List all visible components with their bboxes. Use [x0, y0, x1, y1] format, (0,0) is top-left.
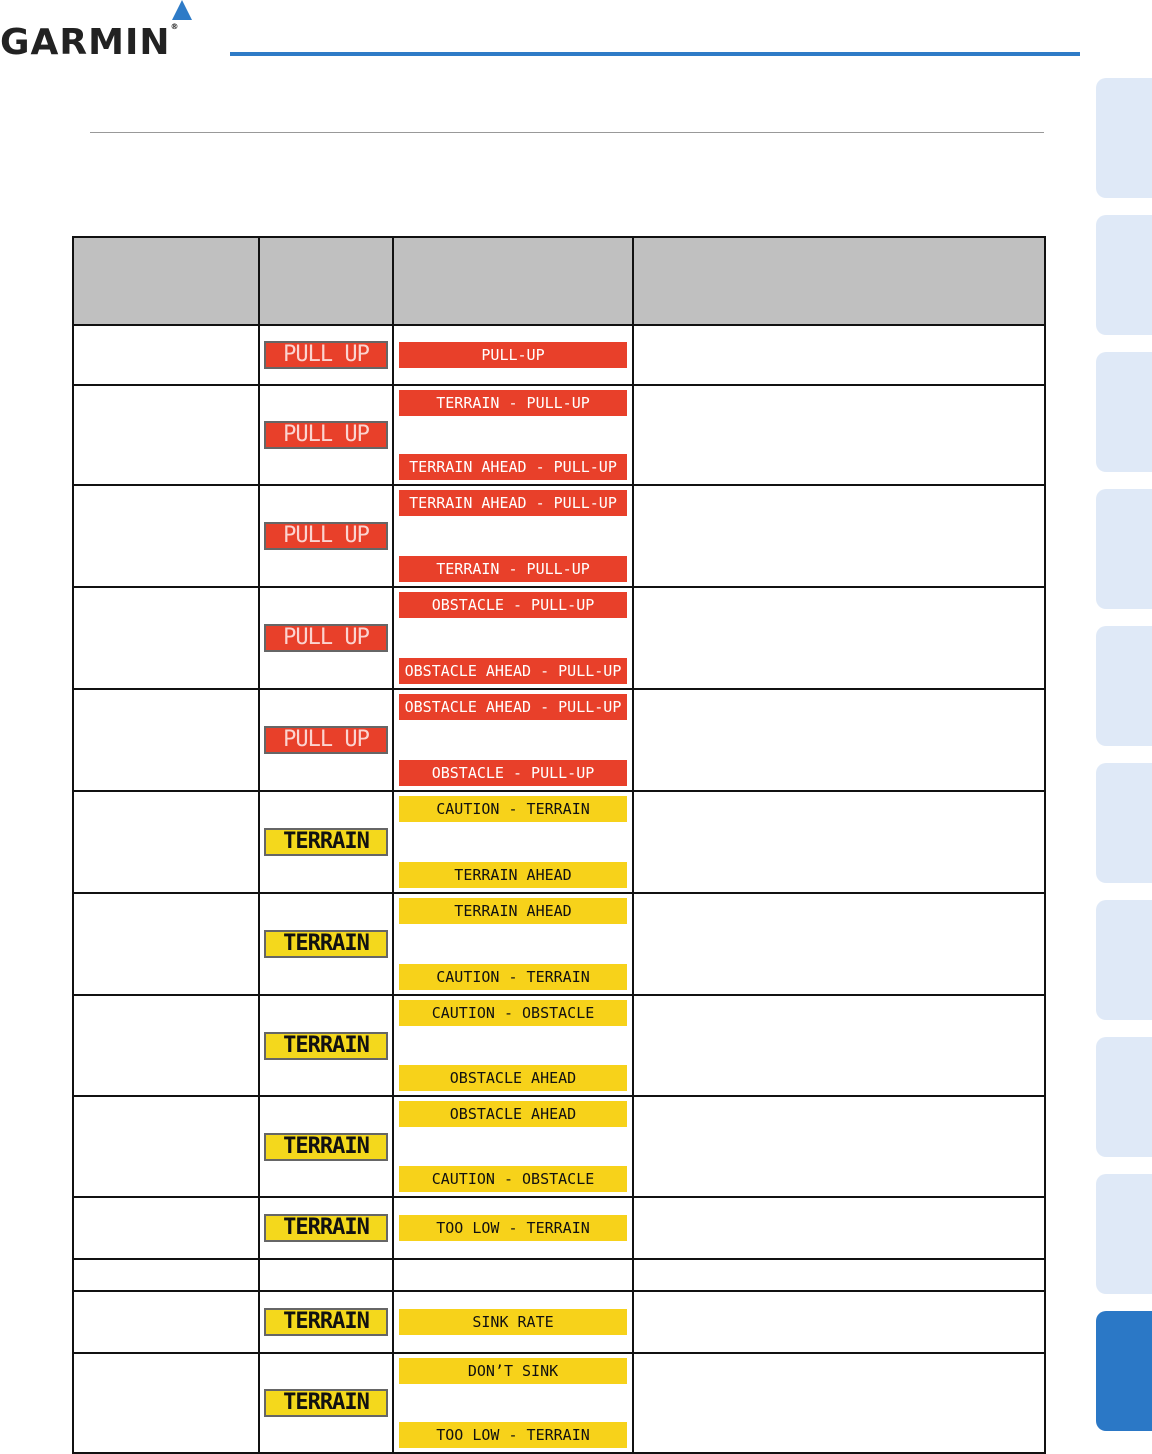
table-row [73, 1353, 1045, 1453]
alert-type-cell [73, 689, 259, 791]
table-row [73, 1197, 1045, 1259]
section-tab-8[interactable] [1096, 1037, 1152, 1157]
voice-alert-cell [633, 893, 1045, 995]
mfd-terrain-message: TERRAIN - PULL-UP [399, 390, 627, 416]
mfd-message-cell [393, 893, 633, 995]
voice-alert-cell [633, 689, 1045, 791]
header-cell-voice-alert [633, 237, 1045, 325]
alert-type-cell [73, 995, 259, 1096]
table-row [73, 995, 1045, 1096]
section-tab-1[interactable] [1096, 78, 1152, 198]
mfd-terrain-message: TERRAIN AHEAD - PULL-UP [399, 454, 627, 480]
pfd-annunciation: PULL UP [264, 522, 388, 550]
voice-alert-cell [633, 325, 1045, 385]
pfd-annunciation-cell [259, 1259, 393, 1291]
section-tab-6[interactable] [1096, 763, 1152, 883]
voice-alert-cell [633, 1096, 1045, 1197]
table-row [73, 1291, 1045, 1353]
pfd-annunciation-cell [259, 1353, 393, 1453]
mfd-terrain-message: OBSTACLE - PULL-UP [399, 592, 627, 618]
header-cell-pfd-annunciation [259, 237, 393, 325]
alert-type-cell [73, 325, 259, 385]
pfd-annunciation: TERRAIN [264, 1133, 388, 1161]
pfd-annunciation-cell [259, 1096, 393, 1197]
pfd-annunciation: PULL UP [264, 624, 388, 652]
mfd-terrain-message: OBSTACLE AHEAD - PULL-UP [399, 694, 627, 720]
section-tab-9[interactable] [1096, 1174, 1152, 1294]
mfd-message-cell [393, 689, 633, 791]
mfd-terrain-message: TOO LOW - TERRAIN [399, 1215, 627, 1241]
pfd-annunciation-cell [259, 689, 393, 791]
voice-alert-cell [633, 995, 1045, 1096]
mfd-terrain-message: TERRAIN - PULL-UP [399, 556, 627, 582]
pfd-annunciation: PULL UP [264, 341, 388, 369]
voice-alert-cell [633, 791, 1045, 893]
mfd-terrain-message: OBSTACLE AHEAD - PULL-UP [399, 658, 627, 684]
alert-type-cell [73, 1259, 259, 1291]
voice-alert-cell [633, 485, 1045, 587]
section-tab-7[interactable] [1096, 900, 1152, 1020]
mfd-terrain-message: TERRAIN AHEAD [399, 862, 627, 888]
table-row [73, 485, 1045, 587]
voice-alert-cell [633, 587, 1045, 689]
alert-type-cell [73, 1096, 259, 1197]
mfd-terrain-message: TERRAIN AHEAD [399, 898, 627, 924]
voice-alert-cell [633, 1259, 1045, 1291]
pfd-annunciation-cell [259, 485, 393, 587]
table-row [73, 1096, 1045, 1197]
table-row [73, 587, 1045, 689]
mfd-message-cell [393, 325, 633, 385]
mfd-terrain-message: OBSTACLE AHEAD [399, 1101, 627, 1127]
header-cell-alert-type [73, 237, 259, 325]
alert-type-cell [73, 1353, 259, 1453]
section-tab-2[interactable] [1096, 215, 1152, 335]
alert-type-cell [73, 485, 259, 587]
mfd-terrain-message: TOO LOW - TERRAIN [399, 1422, 627, 1448]
table-row [73, 791, 1045, 893]
pfd-annunciation: TERRAIN [264, 1214, 388, 1242]
garmin-delta-icon [172, 0, 192, 20]
pfd-annunciation-cell [259, 893, 393, 995]
alert-type-cell [73, 587, 259, 689]
pfd-annunciation: PULL UP [264, 726, 388, 754]
section-rule [90, 132, 1044, 133]
mfd-terrain-message: PULL-UP [399, 342, 627, 368]
pfd-annunciation-cell [259, 791, 393, 893]
pfd-annunciation: PULL UP [264, 421, 388, 449]
mfd-terrain-message: CAUTION - TERRAIN [399, 796, 627, 822]
header-cell-mfd-message [393, 237, 633, 325]
registered-mark: ® [170, 22, 180, 31]
mfd-terrain-message: OBSTACLE AHEAD [399, 1065, 627, 1091]
alert-type-cell [73, 1291, 259, 1353]
voice-alert-cell [633, 1353, 1045, 1453]
pfd-annunciation-cell [259, 1197, 393, 1259]
pfd-annunciation: TERRAIN [264, 1032, 388, 1060]
pfd-annunciation: TERRAIN [264, 1389, 388, 1417]
pfd-annunciation-cell [259, 1291, 393, 1353]
table-row [73, 385, 1045, 485]
alert-type-cell [73, 791, 259, 893]
alerts-table [72, 236, 1046, 1454]
section-tab-4[interactable] [1096, 489, 1152, 609]
section-tab-10[interactable] [1096, 1311, 1152, 1431]
voice-alert-cell [633, 385, 1045, 485]
header-rule [230, 52, 1080, 56]
pfd-annunciation-cell [259, 587, 393, 689]
mfd-terrain-message: TERRAIN AHEAD - PULL-UP [399, 490, 627, 516]
pfd-annunciation: TERRAIN [264, 1308, 388, 1336]
mfd-terrain-message: OBSTACLE - PULL-UP [399, 760, 627, 786]
pfd-annunciation: TERRAIN [264, 828, 388, 856]
voice-alert-cell [633, 1197, 1045, 1259]
mfd-message-cell [393, 1259, 633, 1291]
pfd-annunciation-cell [259, 995, 393, 1096]
alert-type-cell [73, 893, 259, 995]
mfd-message-cell [393, 1353, 633, 1453]
table-row [73, 325, 1045, 385]
voice-alert-cell [633, 1291, 1045, 1353]
mfd-terrain-message: CAUTION - OBSTACLE [399, 1000, 627, 1026]
mfd-message-cell [393, 995, 633, 1096]
alert-type-cell [73, 385, 259, 485]
mfd-terrain-message: CAUTION - TERRAIN [399, 964, 627, 990]
mfd-message-cell [393, 1197, 633, 1259]
logo-text: GARMIN [0, 22, 171, 63]
pfd-annunciation-cell [259, 385, 393, 485]
mfd-message-cell [393, 1291, 633, 1353]
pfd-annunciation: TERRAIN [264, 930, 388, 958]
mfd-message-cell [393, 1096, 633, 1197]
mfd-message-cell [393, 385, 633, 485]
section-tab-5[interactable] [1096, 626, 1152, 746]
table-row [73, 689, 1045, 791]
table-row [73, 1259, 1045, 1291]
section-tab-3[interactable] [1096, 352, 1152, 472]
table-row [73, 893, 1045, 995]
mfd-message-cell [393, 485, 633, 587]
mfd-message-cell [393, 791, 633, 893]
mfd-terrain-message: DON’T SINK [399, 1358, 627, 1384]
mfd-terrain-message: SINK RATE [399, 1309, 627, 1335]
pfd-annunciation-cell [259, 325, 393, 385]
table-header-row [73, 237, 1045, 325]
mfd-message-cell [393, 587, 633, 689]
garmin-logo [0, 22, 179, 63]
mfd-terrain-message: CAUTION - OBSTACLE [399, 1166, 627, 1192]
alert-type-cell [73, 1197, 259, 1259]
